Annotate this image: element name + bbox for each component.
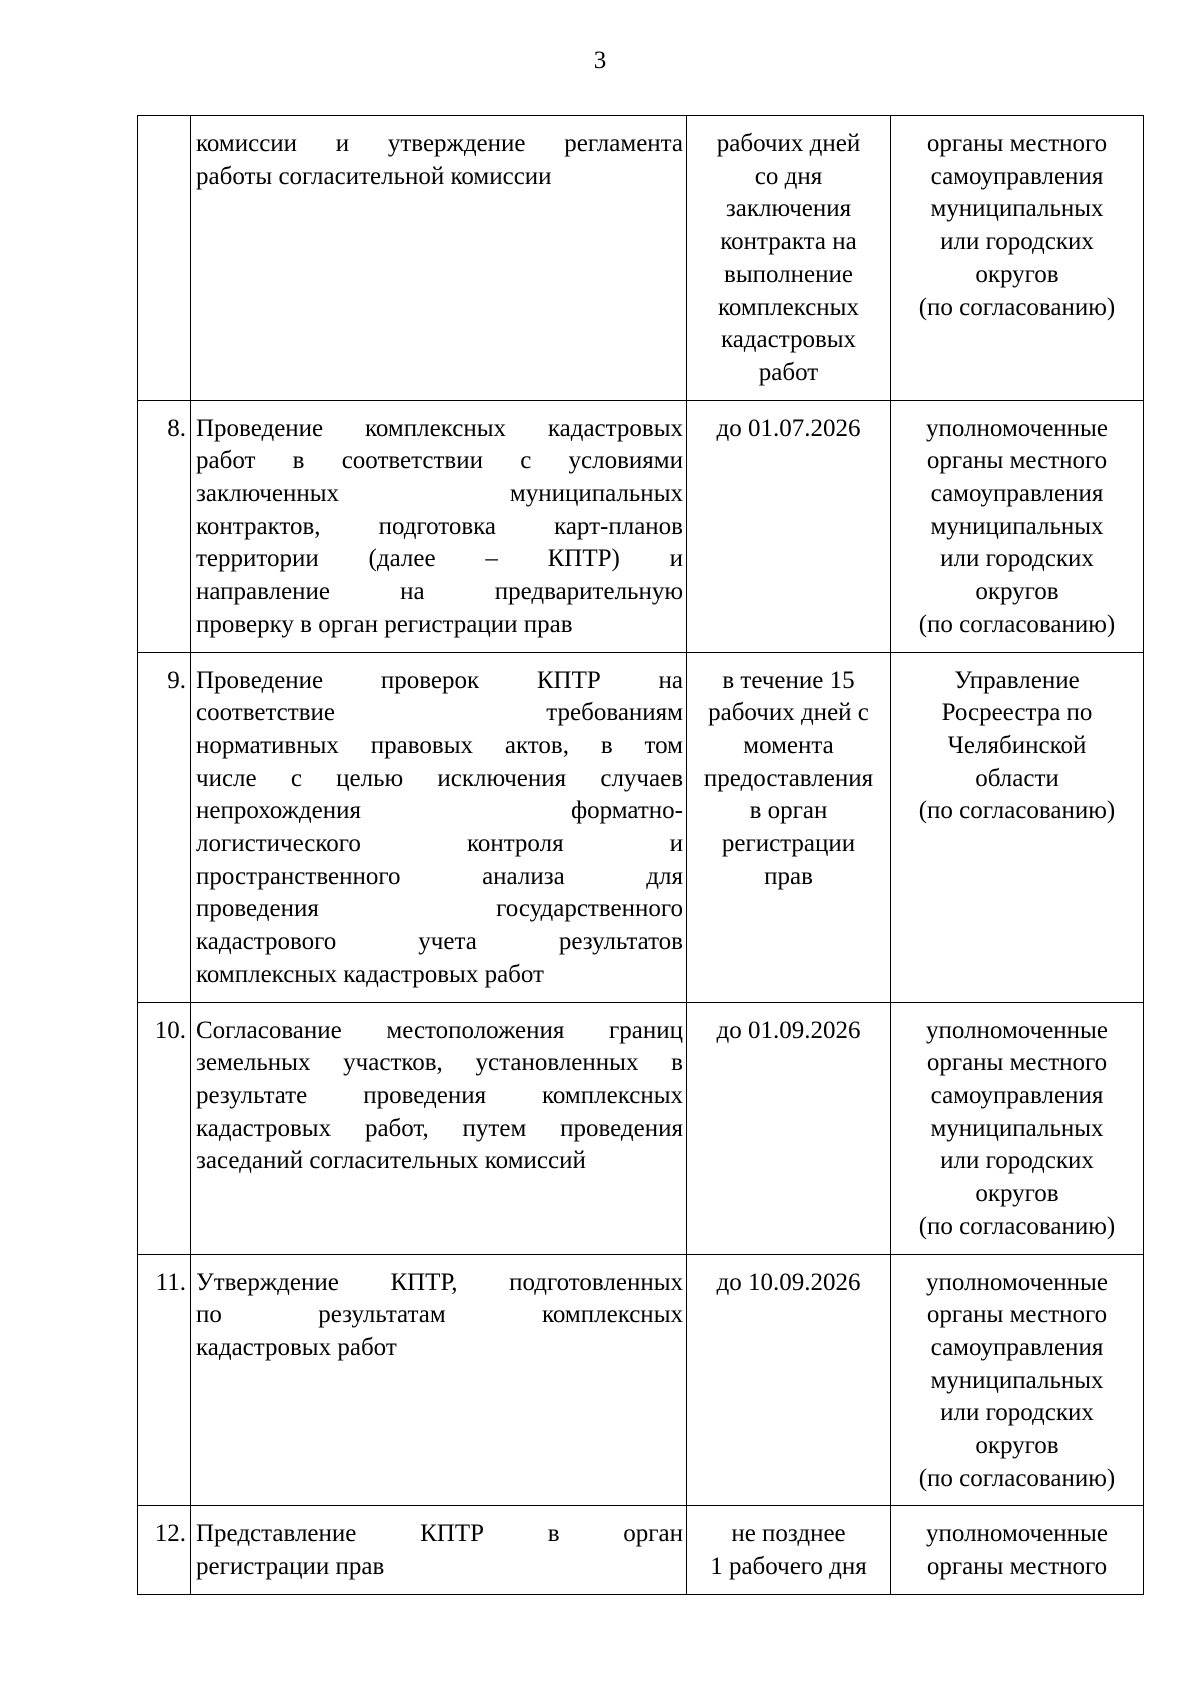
page-number: 3	[593, 47, 607, 74]
row-responsible	[891, 116, 1144, 401]
table-row	[138, 652, 1144, 1002]
description-line: заседаний согласительных комиссий	[196, 1147, 586, 1175]
row-term	[687, 1002, 891, 1254]
description-line: работы согласительной комиссии	[196, 162, 552, 190]
responsible-line: или городских	[940, 228, 1094, 256]
row-number: 11.	[138, 1254, 191, 1506]
table-row	[138, 1254, 1144, 1506]
responsible-line: или городских	[940, 545, 1094, 573]
description-line: контрактов, подготовка карт-планов	[196, 512, 683, 540]
responsible-line: муниципальных	[930, 195, 1104, 223]
row-number: 12.	[138, 1506, 191, 1594]
term-line: работ	[758, 358, 819, 386]
row-number: 9.	[138, 652, 191, 1002]
responsible-line: (по согласованию)	[918, 797, 1116, 825]
table-body	[138, 116, 1144, 1595]
row-description	[191, 1254, 687, 1506]
term-line: рабочих дней с	[708, 699, 869, 727]
term-line: до 01.09.2026	[716, 1016, 861, 1044]
description-line: комиссии и утверждение регламента	[196, 130, 683, 157]
description-line: кадастровых работ	[196, 1333, 397, 1361]
description-line: направление на предварительную	[196, 578, 683, 606]
responsible-line: уполномоченные	[926, 1520, 1108, 1548]
row-description	[191, 1506, 687, 1594]
responsible-line: органы местного	[926, 1301, 1108, 1329]
description-line: Проведение комплексных кадастровых	[196, 414, 683, 442]
term-line: предоставления	[703, 764, 874, 792]
row-term	[687, 1506, 891, 1594]
responsible-line: области	[975, 764, 1059, 792]
term-line: регистрации	[721, 830, 856, 858]
description-line: Проведение проверок КПТР на	[196, 666, 683, 694]
responsible-line: самоуправления	[930, 162, 1104, 190]
term-line: заключения	[725, 195, 852, 223]
table-row	[138, 116, 1144, 401]
description-line: заключенных муниципальных	[196, 480, 683, 508]
responsible-line: органы местного	[926, 1553, 1108, 1581]
row-responsible	[891, 1506, 1144, 1594]
responsible-line: округов	[975, 1432, 1059, 1460]
responsible-line: уполномоченные	[926, 414, 1108, 442]
row-number: 10.	[138, 1002, 191, 1254]
description-line: логистического контроля и	[196, 830, 683, 858]
term-line: до 10.09.2026	[716, 1268, 861, 1296]
responsible-line: самоуправления	[930, 480, 1104, 508]
row-term	[687, 652, 891, 1002]
responsible-line: или городских	[940, 1147, 1094, 1175]
term-line: выполнение	[724, 260, 853, 288]
responsible-line: Управление	[954, 666, 1080, 694]
term-line: контракта на	[720, 228, 857, 256]
responsible-line: (по согласованию)	[918, 293, 1116, 321]
activity-table	[137, 115, 1144, 1595]
description-line: кадастрового учета результатов	[196, 928, 683, 956]
table-row	[138, 1002, 1144, 1254]
row-responsible	[891, 652, 1144, 1002]
description-line: непрохождения форматно-	[196, 797, 683, 825]
responsible-line: уполномоченные	[926, 1268, 1108, 1296]
responsible-line: уполномоченные	[926, 1016, 1108, 1044]
row-term	[687, 116, 891, 401]
description-line: регистрации прав	[196, 1553, 385, 1581]
responsible-line: (по согласованию)	[918, 1212, 1116, 1240]
row-term	[687, 400, 891, 652]
row-description	[191, 652, 687, 1002]
responsible-line: органы местного	[926, 447, 1108, 475]
responsible-line: самоуправления	[930, 1333, 1104, 1361]
description-line: проверку в орган регистрации прав	[196, 610, 573, 638]
term-line: кадастровых	[720, 326, 857, 354]
responsible-line: (по согласованию)	[918, 610, 1116, 638]
row-responsible	[891, 400, 1144, 652]
responsible-line: округов	[975, 1180, 1059, 1208]
description-line: по результатам комплексных	[196, 1301, 683, 1329]
term-line: момента	[743, 731, 834, 759]
description-line: результате проведения комплексных	[196, 1081, 683, 1109]
row-description	[191, 1002, 687, 1254]
term-line: в течение 15	[722, 666, 855, 694]
term-line: прав	[764, 862, 813, 890]
responsible-line: Росреестра по	[941, 699, 1093, 727]
responsible-line: или городских	[940, 1399, 1094, 1427]
term-line: до 01.07.2026	[716, 414, 861, 442]
responsible-line: самоуправления	[930, 1081, 1104, 1109]
term-line: в орган	[749, 797, 828, 825]
description-line: пространственного анализа для	[196, 862, 683, 890]
term-line: не позднее	[731, 1520, 846, 1548]
responsible-line: муниципальных	[930, 512, 1104, 540]
row-number: 8.	[138, 400, 191, 652]
row-description	[191, 116, 687, 401]
responsible-line: Челябинской	[947, 731, 1087, 759]
term-line: 1 рабочего дня	[710, 1553, 867, 1581]
row-number	[138, 116, 191, 401]
responsible-line: округов	[975, 260, 1059, 288]
description-line: Представление КПТР в орган	[196, 1520, 683, 1548]
row-description	[191, 400, 687, 652]
responsible-line: муниципальных	[930, 1114, 1104, 1142]
description-line: Утверждение КПТР, подготовленных	[196, 1268, 683, 1296]
description-line: комплексных кадастровых работ	[196, 960, 544, 988]
term-line: со дня	[754, 162, 823, 190]
term-line: рабочих дней	[716, 130, 861, 157]
term-line: комплексных	[718, 293, 859, 321]
row-responsible	[891, 1254, 1144, 1506]
description-line: проведения государственного	[196, 895, 683, 923]
row-term	[687, 1254, 891, 1506]
responsible-line: округов	[975, 578, 1059, 606]
description-line: земельных участков, установленных в	[196, 1049, 683, 1077]
responsible-line: муниципальных	[930, 1366, 1104, 1394]
description-line: Согласование местоположения границ	[196, 1016, 683, 1044]
description-line: работ в соответствии с условиями	[196, 447, 683, 475]
responsible-line: (по согласованию)	[918, 1464, 1116, 1492]
responsible-line: органы местного	[926, 130, 1108, 157]
description-line: числе с целью исключения случаев	[196, 764, 683, 792]
description-line: нормативных правовых актов, в том	[196, 731, 683, 759]
description-line: соответствие требованиям	[196, 699, 683, 727]
table-row	[138, 1506, 1144, 1594]
description-line: территории (далее – КПТР) и	[196, 545, 683, 573]
responsible-line: органы местного	[926, 1049, 1108, 1077]
table-row	[138, 400, 1144, 652]
row-responsible	[891, 1002, 1144, 1254]
description-line: кадастровых работ, путем проведения	[196, 1114, 683, 1142]
